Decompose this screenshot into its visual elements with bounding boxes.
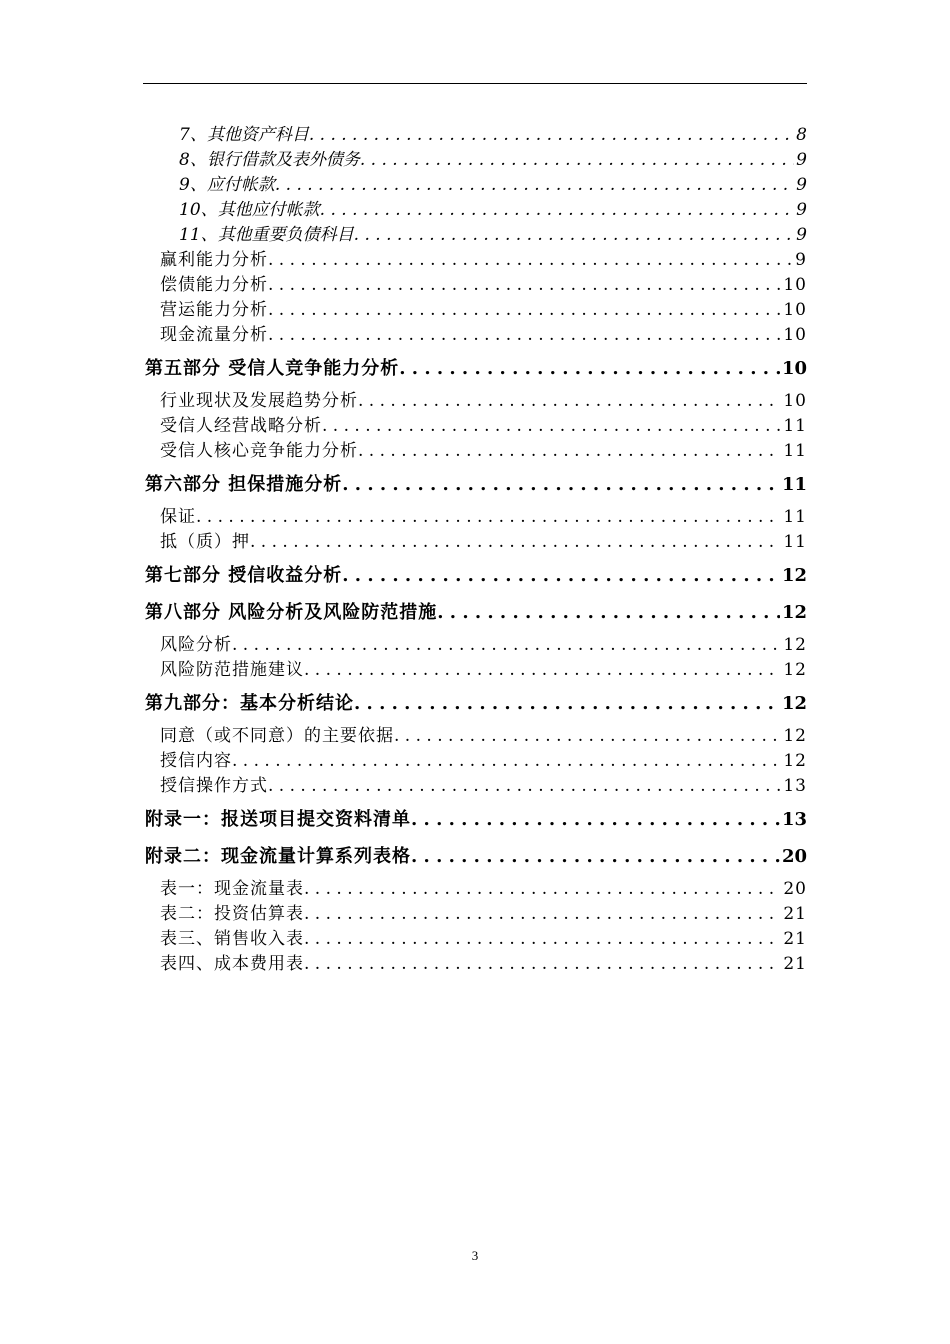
toc-entry-page: 10 xyxy=(783,275,807,295)
toc-dot-leader xyxy=(437,602,780,623)
toc-subsection-entry[interactable] xyxy=(145,295,807,320)
toc-dot-leader xyxy=(268,325,781,345)
toc-subsection-entry[interactable] xyxy=(145,527,807,552)
table-of-contents xyxy=(145,120,807,974)
toc-subsection-entry[interactable] xyxy=(145,771,807,796)
toc-entry-page: 12 xyxy=(783,660,807,680)
toc-entry-page: 12 xyxy=(781,693,807,714)
toc-entry-page: 21 xyxy=(783,954,807,974)
toc-entry-title: 赢利能力分析 xyxy=(160,250,268,270)
toc-entry-page: 10 xyxy=(783,325,807,345)
toc-entry-title: 第六部分 担保措施分析 xyxy=(145,474,343,495)
toc-entry-title: 附录一：报送项目提交资料清单 xyxy=(145,809,411,830)
toc-entry-title: 风险防范措施建议 xyxy=(160,660,304,680)
toc-entry-page: 12 xyxy=(781,602,807,623)
toc-entry-title: 授信内容 xyxy=(160,751,232,771)
toc-entry-page: 20 xyxy=(781,846,807,867)
toc-subsection-entry[interactable] xyxy=(145,411,807,436)
toc-entry-page: 12 xyxy=(783,751,807,771)
toc-entry-page: 9 xyxy=(796,175,807,195)
toc-entry-title: 抵（质）押 xyxy=(160,532,250,552)
toc-subsection-entry[interactable] xyxy=(145,320,807,345)
toc-entry-title: 风险分析 xyxy=(160,635,232,655)
toc-subsection-entry[interactable] xyxy=(145,899,807,924)
toc-dot-leader xyxy=(399,358,780,379)
toc-entry-title: 11、其他重要负债科目 xyxy=(179,225,354,245)
toc-entry-title: 第九部分：基本分析结论 xyxy=(145,693,354,714)
toc-entry-page: 20 xyxy=(783,879,807,899)
toc-section-entry[interactable] xyxy=(145,689,807,717)
toc-dot-leader xyxy=(232,751,781,771)
toc-subsection-entry[interactable] xyxy=(145,270,807,295)
toc-section-entry[interactable] xyxy=(145,470,807,498)
toc-subsection-entry[interactable] xyxy=(145,436,807,461)
toc-dot-leader xyxy=(320,200,795,220)
toc-dot-leader xyxy=(322,416,781,436)
toc-entry-page: 12 xyxy=(783,726,807,746)
toc-entry-page: 9 xyxy=(796,225,807,245)
toc-entry-title: 营运能力分析 xyxy=(160,300,268,320)
toc-item-entry[interactable] xyxy=(145,170,807,195)
toc-entry-page: 11 xyxy=(783,507,807,527)
toc-entry-page: 11 xyxy=(781,474,807,495)
toc-item-entry[interactable] xyxy=(145,220,807,245)
toc-dot-leader xyxy=(394,726,781,746)
toc-dot-leader xyxy=(304,929,781,949)
toc-entry-title: 第八部分 风险分析及风险防范措施 xyxy=(145,602,438,623)
toc-entry-title: 第五部分 受信人竞争能力分析 xyxy=(145,358,400,379)
toc-subsection-entry[interactable] xyxy=(145,655,807,680)
toc-entry-page: 8 xyxy=(796,125,807,145)
toc-entry-title: 授信操作方式 xyxy=(160,776,268,796)
toc-dot-leader xyxy=(268,275,781,295)
toc-entry-title: 9、应付帐款 xyxy=(179,175,275,195)
toc-item-entry[interactable] xyxy=(145,120,807,145)
toc-entry-page: 9 xyxy=(795,250,807,270)
toc-entry-page: 12 xyxy=(783,635,807,655)
toc-entry-page: 21 xyxy=(783,904,807,924)
toc-section-entry[interactable] xyxy=(145,354,807,382)
toc-entry-title: 受信人核心竞争能力分析 xyxy=(160,441,358,461)
toc-item-entry[interactable] xyxy=(145,195,807,220)
toc-dot-leader xyxy=(358,391,781,411)
toc-subsection-entry[interactable] xyxy=(145,502,807,527)
toc-dot-leader xyxy=(342,474,780,495)
toc-entry-page: 13 xyxy=(783,776,807,796)
toc-dot-leader xyxy=(304,660,781,680)
toc-dot-leader xyxy=(232,635,781,655)
toc-entry-page: 11 xyxy=(783,441,807,461)
toc-item-entry[interactable] xyxy=(145,145,807,170)
toc-entry-page: 11 xyxy=(783,532,807,552)
toc-dot-leader xyxy=(309,125,794,145)
toc-section-entry[interactable] xyxy=(145,561,807,589)
header-rule xyxy=(143,83,807,84)
toc-entry-title: 第七部分 授信收益分析 xyxy=(145,565,343,586)
toc-entry-title: 表三、销售收入表 xyxy=(160,929,304,949)
toc-entry-title: 8、银行借款及表外债务 xyxy=(179,150,360,170)
toc-subsection-entry[interactable] xyxy=(145,630,807,655)
toc-entry-title: 10、其他应付帐款 xyxy=(179,200,320,220)
toc-entry-title: 表四、成本费用表 xyxy=(160,954,304,974)
toc-entry-page: 10 xyxy=(783,391,807,411)
toc-dot-leader xyxy=(354,693,780,714)
toc-entry-title: 现金流量分析 xyxy=(160,325,268,345)
toc-entry-title: 受信人经营战略分析 xyxy=(160,416,322,436)
toc-section-entry[interactable] xyxy=(145,842,807,870)
toc-dot-leader xyxy=(304,879,781,899)
toc-dot-leader xyxy=(304,954,781,974)
toc-dot-leader xyxy=(411,846,780,867)
toc-dot-leader xyxy=(268,250,793,270)
toc-section-entry[interactable] xyxy=(145,805,807,833)
toc-dot-leader xyxy=(304,904,781,924)
toc-entry-title: 7、其他资产科目 xyxy=(179,125,309,145)
toc-dot-leader xyxy=(360,150,794,170)
toc-entry-title: 同意（或不同意）的主要依据 xyxy=(160,726,394,746)
toc-dot-leader xyxy=(342,565,780,586)
toc-dot-leader xyxy=(411,809,780,830)
toc-entry-title: 偿债能力分析 xyxy=(160,275,268,295)
page-number: 3 xyxy=(471,1248,479,1263)
toc-section-entry[interactable] xyxy=(145,598,807,626)
toc-entry-page: 10 xyxy=(781,358,807,379)
toc-dot-leader xyxy=(268,776,781,796)
toc-entry-title: 保证 xyxy=(160,507,196,527)
toc-entry-page: 10 xyxy=(783,300,807,320)
toc-entry-title: 表二：投资估算表 xyxy=(160,904,304,924)
toc-subsection-entry[interactable] xyxy=(145,245,807,270)
toc-entry-page: 13 xyxy=(781,809,807,830)
toc-entry-page: 9 xyxy=(796,200,807,220)
toc-subsection-entry[interactable] xyxy=(145,874,807,899)
toc-dot-leader xyxy=(275,175,794,195)
toc-subsection-entry[interactable] xyxy=(145,949,807,974)
toc-dot-leader xyxy=(196,507,781,527)
toc-subsection-entry[interactable] xyxy=(145,386,807,411)
toc-entry-title: 行业现状及发展趋势分析 xyxy=(160,391,358,411)
toc-entry-page: 21 xyxy=(783,929,807,949)
toc-subsection-entry[interactable] xyxy=(145,721,807,746)
toc-entry-page: 11 xyxy=(783,416,807,436)
toc-dot-leader xyxy=(250,532,781,552)
toc-entry-page: 12 xyxy=(781,565,807,586)
toc-subsection-entry[interactable] xyxy=(145,746,807,771)
toc-dot-leader xyxy=(358,441,781,461)
toc-dot-leader xyxy=(354,225,795,245)
toc-entry-title: 附录二：现金流量计算系列表格 xyxy=(145,846,411,867)
toc-entry-page: 9 xyxy=(796,150,807,170)
toc-entry-title: 表一：现金流量表 xyxy=(160,879,304,899)
toc-subsection-entry[interactable] xyxy=(145,924,807,949)
toc-dot-leader xyxy=(268,300,781,320)
